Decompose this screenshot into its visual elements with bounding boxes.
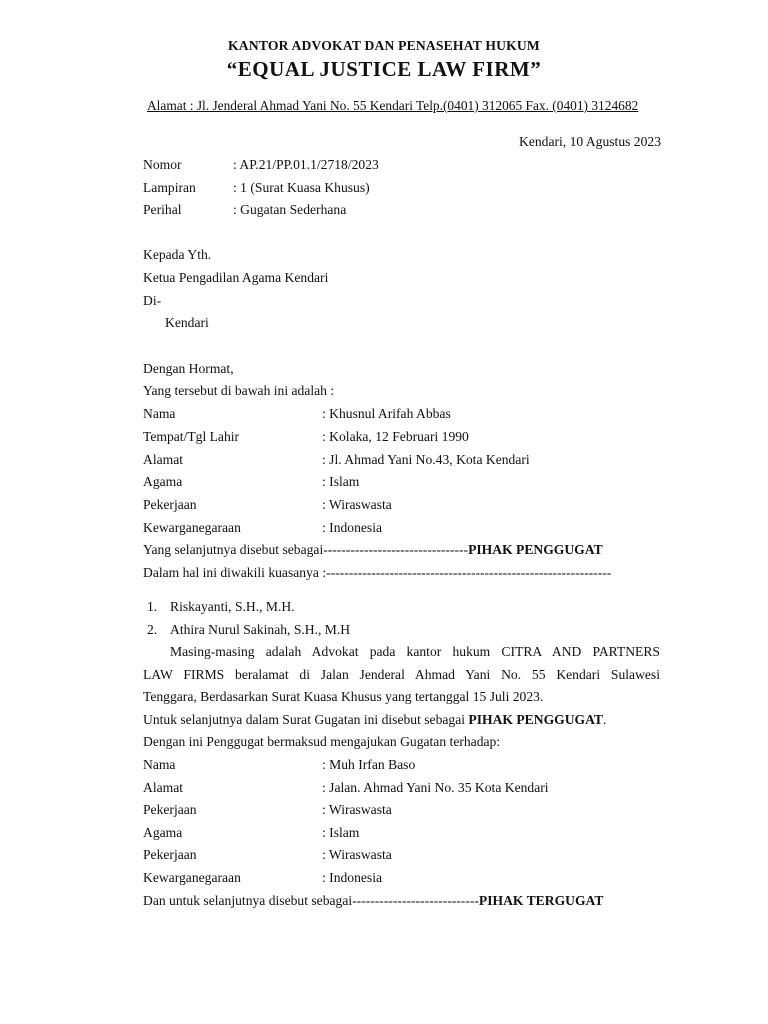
plaintiff-value-kewarganegaraan: : Indonesia: [322, 520, 383, 535]
paragraph-line-1: Masing-masing adalah Advokat pada kantor hukum CITRA AND PARTNERS: [170, 644, 660, 659]
paragraph-line-4-end: .: [602, 712, 607, 727]
plaintiff-label-kewarganegaraan: Kewarganegaraan: [143, 520, 241, 535]
represented-by-line: Dalam hal ini diwakili kuasanya :---------------------------------------------------------------: [143, 565, 612, 580]
plaintiff-label-agama: Agama: [143, 474, 183, 489]
paragraph-line-4: [143, 711, 606, 729]
plaintiff-value-nama: : Khusnul Arifah Abbas: [322, 406, 451, 421]
plaintiff-value-pekerjaan: : Wiraswasta: [322, 497, 392, 512]
intro-line: Yang tersebut di bawah ini adalah :: [143, 383, 335, 398]
letter-date: Kendari, 10 Agustus 2023: [519, 134, 661, 149]
meta-value-nomor: : AP.21/PP.01.1/2718/2023: [233, 157, 379, 172]
defendant-designation: [143, 892, 603, 910]
defendant-designation-text: Dan untuk selanjutnya disebut sebagai----------------------------: [143, 893, 479, 908]
defendant-value-alamat: : Jalan. Ahmad Yani No. 35 Kota Kendari: [322, 780, 549, 795]
defendant-value-nama: : Muh Irfan Baso: [322, 757, 416, 772]
plaintiff-value-ttl: : Kolaka, 12 Februari 1990: [322, 429, 469, 444]
meta-label-lampiran: Lampiran: [143, 180, 196, 195]
paragraph-line-4-role: PIHAK PENGGUGAT: [468, 712, 603, 727]
defendant-value-kewarganegaraan: : Indonesia: [322, 870, 383, 885]
meta-value-perihal: : Gugatan Sederhana: [233, 202, 347, 217]
defendant-value-pekerjaan-2: : Wiraswasta: [322, 847, 392, 862]
plaintiff-value-agama: : Islam: [322, 474, 360, 489]
recipient-di: Di-: [143, 293, 162, 308]
plaintiff-value-alamat: : Jl. Ahmad Yani No.43, Kota Kendari: [322, 452, 530, 467]
defendant-label-nama: Nama: [143, 757, 176, 772]
defendant-label-alamat: Alamat: [143, 780, 184, 795]
plaintiff-label-alamat: Alamat: [143, 452, 184, 467]
lawyer-name: Athira Nurul Sakinah, S.H., M.H: [170, 622, 351, 637]
plaintiff-label-ttl: Tempat/Tgl Lahir: [143, 429, 240, 444]
defendant-label-agama: Agama: [143, 825, 183, 840]
defendant-label-pekerjaan: Pekerjaan: [143, 802, 197, 817]
paragraph-line-3: Tenggara, Berdasarkan Surat Kuasa Khusus yang tertanggal 15 Juli 2023.: [143, 689, 544, 704]
defendant-value-pekerjaan: : Wiraswasta: [322, 802, 392, 817]
letterhead-office: KANTOR ADVOKAT DAN PENASEHAT HUKUM: [228, 38, 540, 53]
meta-label-nomor: Nomor: [143, 157, 182, 172]
recipient-city: Kendari: [165, 315, 209, 330]
lawyer-number: 1.: [147, 599, 158, 614]
defendant-designation-role: PIHAK TERGUGAT: [478, 893, 604, 908]
recipient-salutation: Kepada Yth.: [143, 247, 212, 262]
lawyer-number: 2.: [147, 622, 158, 637]
lawyer-name: Riskayanti, S.H., M.H.: [170, 599, 295, 614]
plaintiff-label-nama: Nama: [143, 406, 176, 421]
plaintiff-designation: [143, 541, 603, 559]
plaintiff-designation-text: Yang selanjutnya disebut sebagai--------------------------------: [143, 542, 469, 557]
defendant-value-agama: : Islam: [322, 825, 360, 840]
defendant-label-pekerjaan-2: Pekerjaan: [143, 847, 197, 862]
greeting: Dengan Hormat,: [143, 361, 234, 376]
paragraph-line-4-text: Untuk selanjutnya dalam Surat Gugatan ini disebut sebagai: [143, 712, 469, 727]
plaintiff-designation-role: PIHAK PENGGUGAT: [468, 542, 603, 557]
plaintiff-label-pekerjaan: Pekerjaan: [143, 497, 197, 512]
meta-value-lampiran: : 1 (Surat Kuasa Khusus): [233, 180, 370, 195]
meta-label-perihal: Perihal: [143, 202, 182, 217]
defendant-label-kewarganegaraan: Kewarganegaraan: [143, 870, 241, 885]
recipient-name: Ketua Pengadilan Agama Kendari: [143, 270, 329, 285]
letterhead-address: Alamat : Jl. Jenderal Ahmad Yani No. 55 Kendari Telp.(0401) 312065 Fax. (0401) 3124682: [147, 98, 639, 113]
paragraph-line-2: LAW FIRMS beralamat di Jalan Jenderal Ahmad Yani No. 55 Kendari Sulawesi: [143, 667, 660, 682]
letterhead-firm-name: “EQUAL JUSTICE LAW FIRM”: [226, 57, 542, 81]
paragraph-line-5: Dengan ini Penggugat bermaksud mengajukan Gugatan terhadap:: [143, 734, 501, 749]
